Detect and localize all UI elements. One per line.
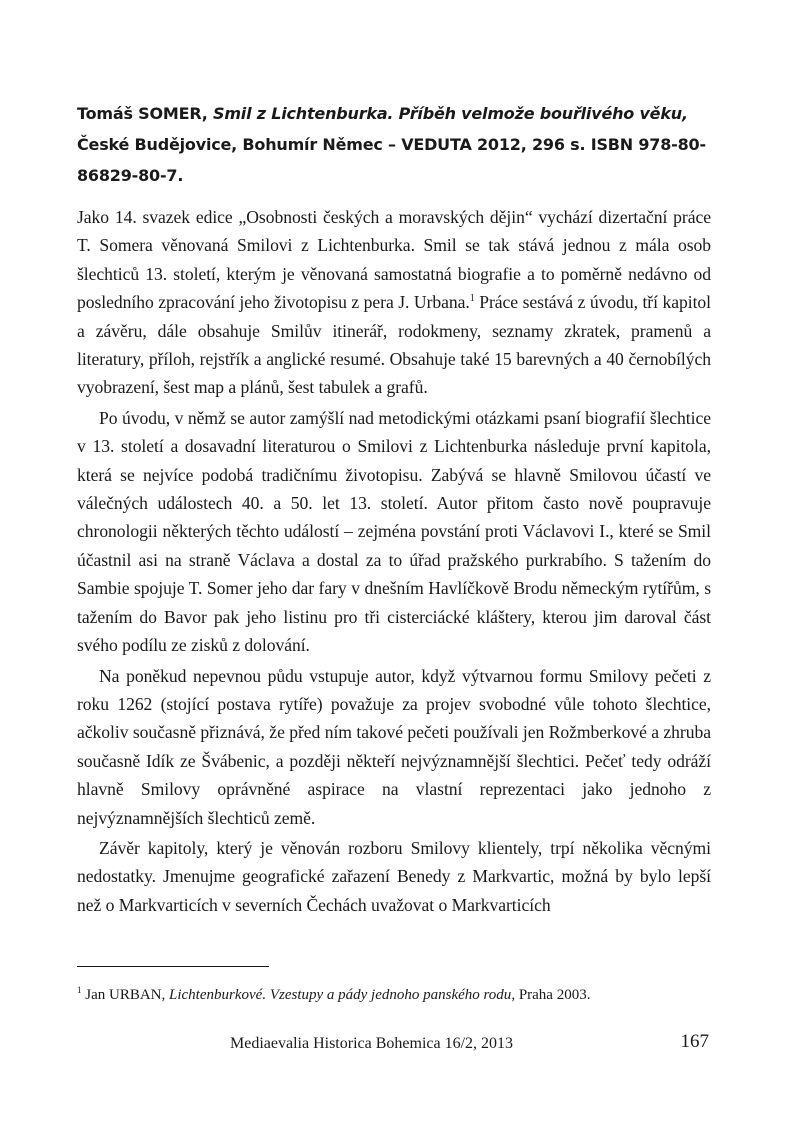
page-number: 167 — [680, 1031, 709, 1052]
footnote-divider — [77, 966, 269, 967]
footnote-number: 1 — [77, 985, 82, 995]
paragraph-4: Závěr kapitoly, který je věnován rozboru Smilovy klientely, trpí několika věcnými nedostatky. Jmenujme geografické zařazení Benedy z Markvartic, možná by bylo lepší než o Markvarticích v severních Čechách uvažovat o Markvarticích — [77, 837, 711, 915]
review-author: Tomáš SOMER, — [77, 104, 208, 123]
footnote-title: Lichtenburkové. Vzestupy a pády jednoho panského rodu — [169, 987, 512, 1003]
paragraph-3: Na poněkud nepevnou půdu vstupuje autor, když výtvarnou formu Smilovy pečeti z roku 1262 (stojící postava rytíře) považuje za projev svobodné vůle tohoto šlechtice, ačkoliv současně přiznává, že před ním takové pečeti používali jen Rožmberkové a zhruba současně Idík ze Švábenic, a později někteří nejvýznamnější šlechtici. Pečeť tedy odráží hlavně Smilovy oprávněné aspirace na vlastní reprezentaci jako jednoho z nejvýznamnějších šlechticů země. — [77, 665, 711, 828]
review-heading — [77, 98, 711, 191]
review-publication: České Budějovice, Bohumír Němec – VEDUTA 2012, 296 s. ISBN 978-80-86829-80-7. — [77, 135, 706, 185]
paragraph-1 — [77, 203, 711, 402]
paragraph-2: Po úvodu, v němž se autor zamýšlí nad metodickými otázkami psaní biografií šlechtice v 13. století a dosavadní literaturou o Smilovi z Lichtenburka následuje první kapitola, která se nejvíce podobá tradičnímu životopisu. Zabývá se hlavně Smilovou účastí ve válečných událostech 40. a 50. let 13. století. Autor přitom často nově poupravuje chronologii některých těchto událostí – zejména povstání proti Václavovi I., které se Smil účastnil asi na straně Václava a dostal za to úřad pražského purkrabího. S tažením do Sambie spojuje T. Somer jeho dar fary v dnešním Havlíčkově Brodu německým rytířům, s tažením do Bavor pak jeho listinu pro tři cisterciácké kláštery, kterou jim daroval část svého podílu ze zisků z dolování. — [77, 407, 711, 656]
paragraph-1-text: Jako 14. svazek edice „Osobnosti českých a moravských dějin“ vychází dizertační práce T. Somera věnovaná Smilovi z Lichtenburka. Smil se tak stává jednou z mála osob šlechticů 13. století, kterým je věnovaná samostatná biografie a to poměrně nedávno od posledního zpracování jeho životopisu z pera J. Urbana. — [77, 207, 711, 313]
review-body — [77, 203, 711, 919]
footnote-reference[interactable]: 1 — [469, 293, 475, 305]
footnote-rest: , Praha 2003. — [511, 987, 591, 1003]
paragraph-1-continuation: Práce sestává z úvodu, tří kapitol a závěru, dále obsahuje Smilův itinerář, rodokmeny, seznamy zkratek, pramenů a literatury, příloh, rejstřík a anglické resumé. Obsahuje také 15 barevných a 40 černobílých vyobrazení, šest map a plánů, šest tabulek a grafů. — [77, 292, 711, 398]
journal-footer: Mediaevalia Historica Bohemica 16/2, 2013 — [230, 1035, 514, 1052]
footnote — [77, 985, 711, 1005]
footnote-author: Jan URBAN, — [85, 987, 166, 1003]
review-book-title: Smil z Lichtenburka. Příběh velmože bouřlivého věku, — [213, 104, 688, 123]
